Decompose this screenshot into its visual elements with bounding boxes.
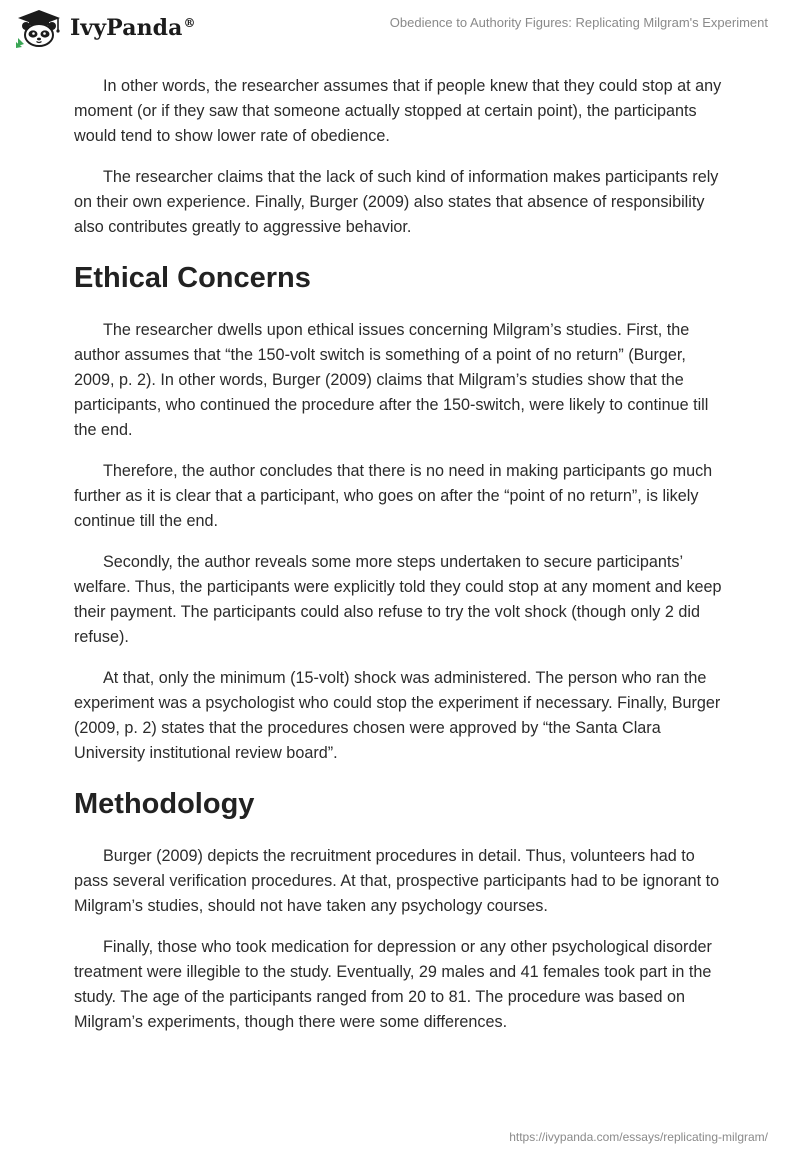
panda-graduate-icon (14, 8, 64, 48)
section-heading-methodology: Methodology (74, 788, 255, 820)
paragraph: Finally, those who took medication for depression or any other psychological disorder treatment were illegible to the study. Eventually, 29 males and 41 females took part in the study. The age of the participants ranged from 20 to 81. The procedure was based on Milgram’s experiments, though there were some differences. (74, 938, 712, 1031)
section-heading-ethical-concerns: Ethical Concerns (74, 262, 311, 294)
paragraph: The researcher claims that the lack of such kind of information makes participants rely on their own experience. Finally, Burger (2009) also states that absence of responsibility also contributes greatly to aggressive behavior. (74, 168, 719, 236)
paragraph: At that, only the minimum (15-volt) shock was administered. The person who ran the experiment was a psychologist who could stop the experiment if necessary. Finally, Burger (2009, p. 2) states that the procedures chosen were approved by “the Santa Clara University institutional review board”. (74, 669, 721, 762)
brand-name: IvyPanda® (70, 15, 196, 41)
ivypanda-logo[interactable] (14, 8, 196, 48)
paragraph: Therefore, the author concludes that there is no need in making participants go much further as it is clear that a participant, who goes on after the “point of no return”, is likely continue till the end. (74, 462, 713, 530)
page-header (0, 0, 800, 60)
paragraph: The researcher dwells upon ethical issues concerning Milgram’s studies. First, the author assumes that “the 150-volt switch is something of a point of no return” (Burger, 2009, p. 2). In other words, Burger (2009) claims that Milgram’s studies show that the participants, who continued the procedure after the 150-switch, were likely to continue till the end. (74, 321, 709, 439)
paragraph: Secondly, the author reveals some more steps undertaken to secure participants’ welfare. Thus, the participants were explicitly told they could stop at any moment and keep their payment. The participants could also refuse to try the volt shock (though only 2 did refuse). (74, 553, 722, 646)
document-title: Obedience to Authority Figures: Replicating Milgram's Experiment (389, 15, 768, 30)
source-url[interactable]: https://ivypanda.com/essays/replicating-milgram/ (509, 1130, 768, 1144)
paragraph: In other words, the researcher assumes that if people knew that they could stop at any moment (or if they saw that someone actually stopped at certain point), the participants would tend to show lower rate of obedience. (74, 77, 722, 145)
paragraph: Burger (2009) depicts the recruitment procedures in detail. Thus, volunteers had to pass several verification procedures. At that, prospective participants had to be ignorant to Milgram’s studies, should not have taken any psychology courses. (74, 847, 720, 915)
essay-body (74, 74, 730, 1051)
